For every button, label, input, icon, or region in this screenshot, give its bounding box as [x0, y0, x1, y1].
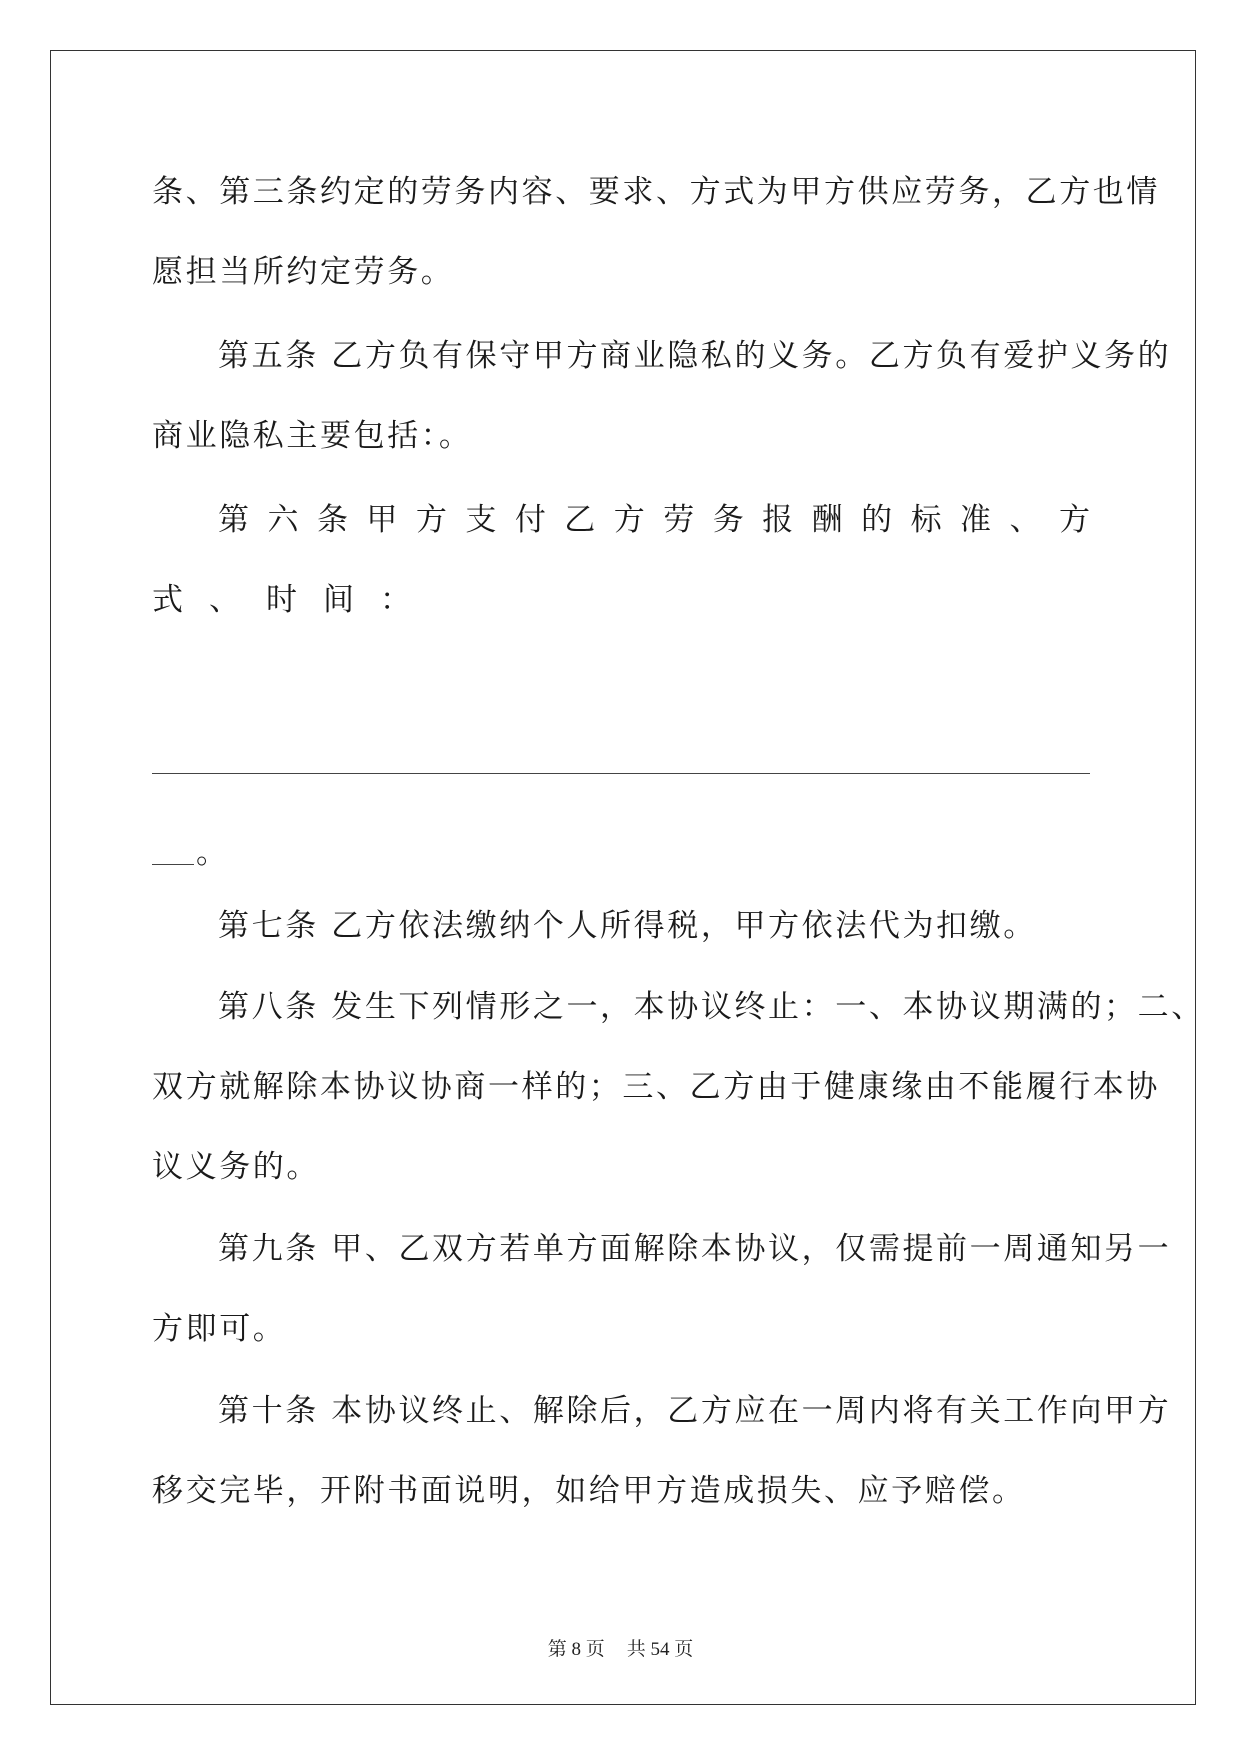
clause-7-line: 第七条 乙方依法缴纳个人所得税，甲方依法代为扣缴。 — [218, 908, 1037, 944]
clause-10-line: 第十条 本协议终止、解除后，乙方应在一周内将有关工作向甲方 — [218, 1393, 1172, 1429]
spread-char: 报 — [762, 502, 794, 538]
text-line: 条、第三条约定的劳务内容、要求、方式为甲方供应劳务，乙方也情 — [152, 174, 1160, 210]
clause-6-line — [218, 500, 1090, 540]
blank-continuation — [152, 833, 227, 873]
spread-char: 第 — [218, 502, 249, 538]
clause-9-line: 第九条 甲、乙双方若单方面解除本协议，仅需提前一周通知另一 — [218, 1231, 1172, 1267]
clause-8-line: 第八条 发生下列情形之一，本协议终止：一、本协议期满的；二、 — [218, 989, 1205, 1025]
spread-char: 条 — [316, 502, 348, 538]
clause-5-line: 第五条 乙方负有保守甲方商业隐私的义务。乙方负有爱护义务的 — [218, 338, 1172, 374]
text-line: 议义务的。 — [152, 1149, 320, 1185]
spread-char: 方 — [613, 502, 645, 538]
spread-char: 方 — [1058, 502, 1090, 538]
page-number: 第 8 页 — [547, 1639, 605, 1660]
spread-char: 劳 — [663, 502, 695, 538]
spread-char: 的 — [861, 502, 893, 538]
text-line: 式、时间： — [152, 582, 437, 618]
spread-char: 酬 — [811, 502, 843, 538]
text-line: 方即可。 — [152, 1311, 287, 1347]
spread-char: 六 — [267, 502, 299, 538]
text-line: 移交完毕，开附书面说明，如给甲方造成损失、应予赔偿。 — [152, 1473, 1026, 1509]
text-line: 。 — [196, 835, 227, 871]
fill-in-blank-line — [152, 773, 1090, 774]
spread-char: 支 — [465, 502, 497, 538]
short-blank-line — [152, 863, 194, 865]
spread-char: 标 — [910, 502, 942, 538]
text-line: 双方就解除本协议协商一样的；三、乙方由于健康缘由不能履行本协 — [152, 1069, 1160, 1105]
text-line: 愿担当所约定劳务。 — [152, 254, 455, 290]
page-total: 共 54 页 — [626, 1639, 694, 1660]
spread-char: 方 — [415, 502, 447, 538]
page-frame — [50, 50, 1205, 1705]
spread-char: 乙 — [564, 502, 596, 538]
spread-char: 务 — [712, 502, 744, 538]
spread-char: 付 — [514, 502, 546, 538]
text-line: 商业隐私主要包括：。 — [152, 418, 473, 454]
spread-char: 准 — [960, 502, 992, 538]
spread-char: 、 — [1009, 502, 1041, 538]
page-footer — [0, 1634, 1241, 1661]
spread-char: 甲 — [366, 502, 398, 538]
